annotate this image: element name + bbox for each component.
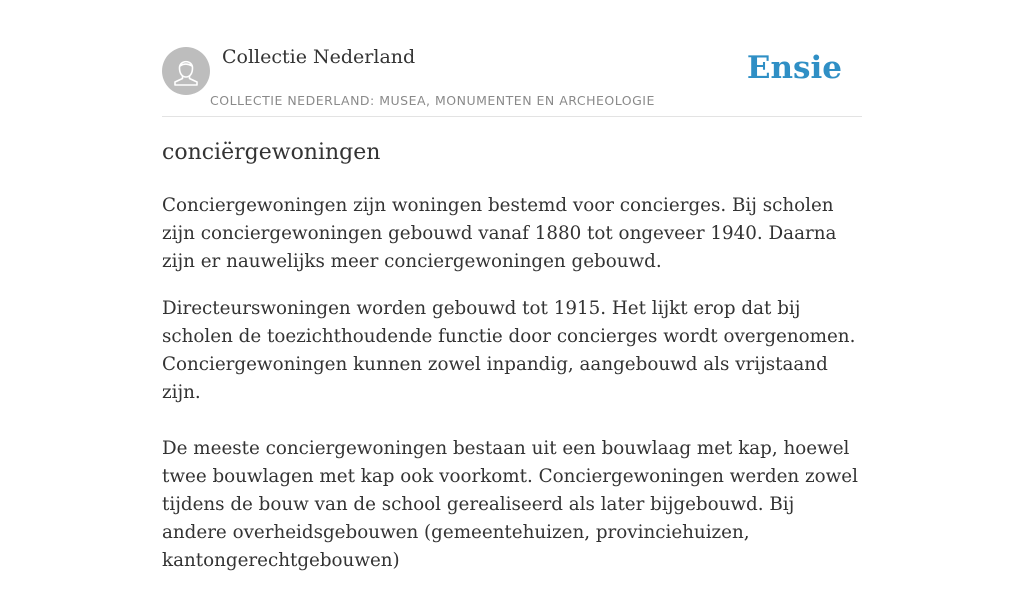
entry-header [162, 40, 862, 117]
author-name[interactable]: Collectie Nederland [222, 46, 416, 68]
user-silhouette-icon [162, 47, 210, 95]
entry-title: conciërgewoningen [162, 140, 381, 165]
paragraph-2: Directeurswoningen worden gebouwd tot 1915. Het lijkt erop dat bij scholen de toezichthoudende functie door concierges wordt overgenomen. Conciergewoningen kunnen zowel inpandig, aangebouwd als vrijstaand zijn. [162, 298, 856, 403]
paragraph-1: Conciergewoningen zijn woningen bestemd voor concierges. Bij scholen zijn conciergewoningen gebouwd vanaf 1880 tot ongeveer 1940. Daarna zijn er nauwelijks meer conciergewoningen gebouwd. [162, 195, 837, 272]
entry-body [162, 192, 862, 594]
ensie-logo[interactable]: Ensie [746, 50, 842, 86]
paragraph-3: De meeste conciergewoningen bestaan uit een bouwlaag met kap, hoewel twee bouwlagen met kap ook voorkomt. Conciergewoningen werden zowel tijdens de bouw van de school gerealiseerd als later bijgebouwd. Bij andere overheidsgebouwen (gemeentehuizen, provinciehuizen, kantongerechtgebouwen) [162, 438, 858, 571]
author-avatar[interactable] [162, 47, 210, 95]
source-label[interactable]: COLLECTIE NEDERLAND: MUSEA, MONUMENTEN EN ARCHEOLOGIE [210, 93, 655, 108]
